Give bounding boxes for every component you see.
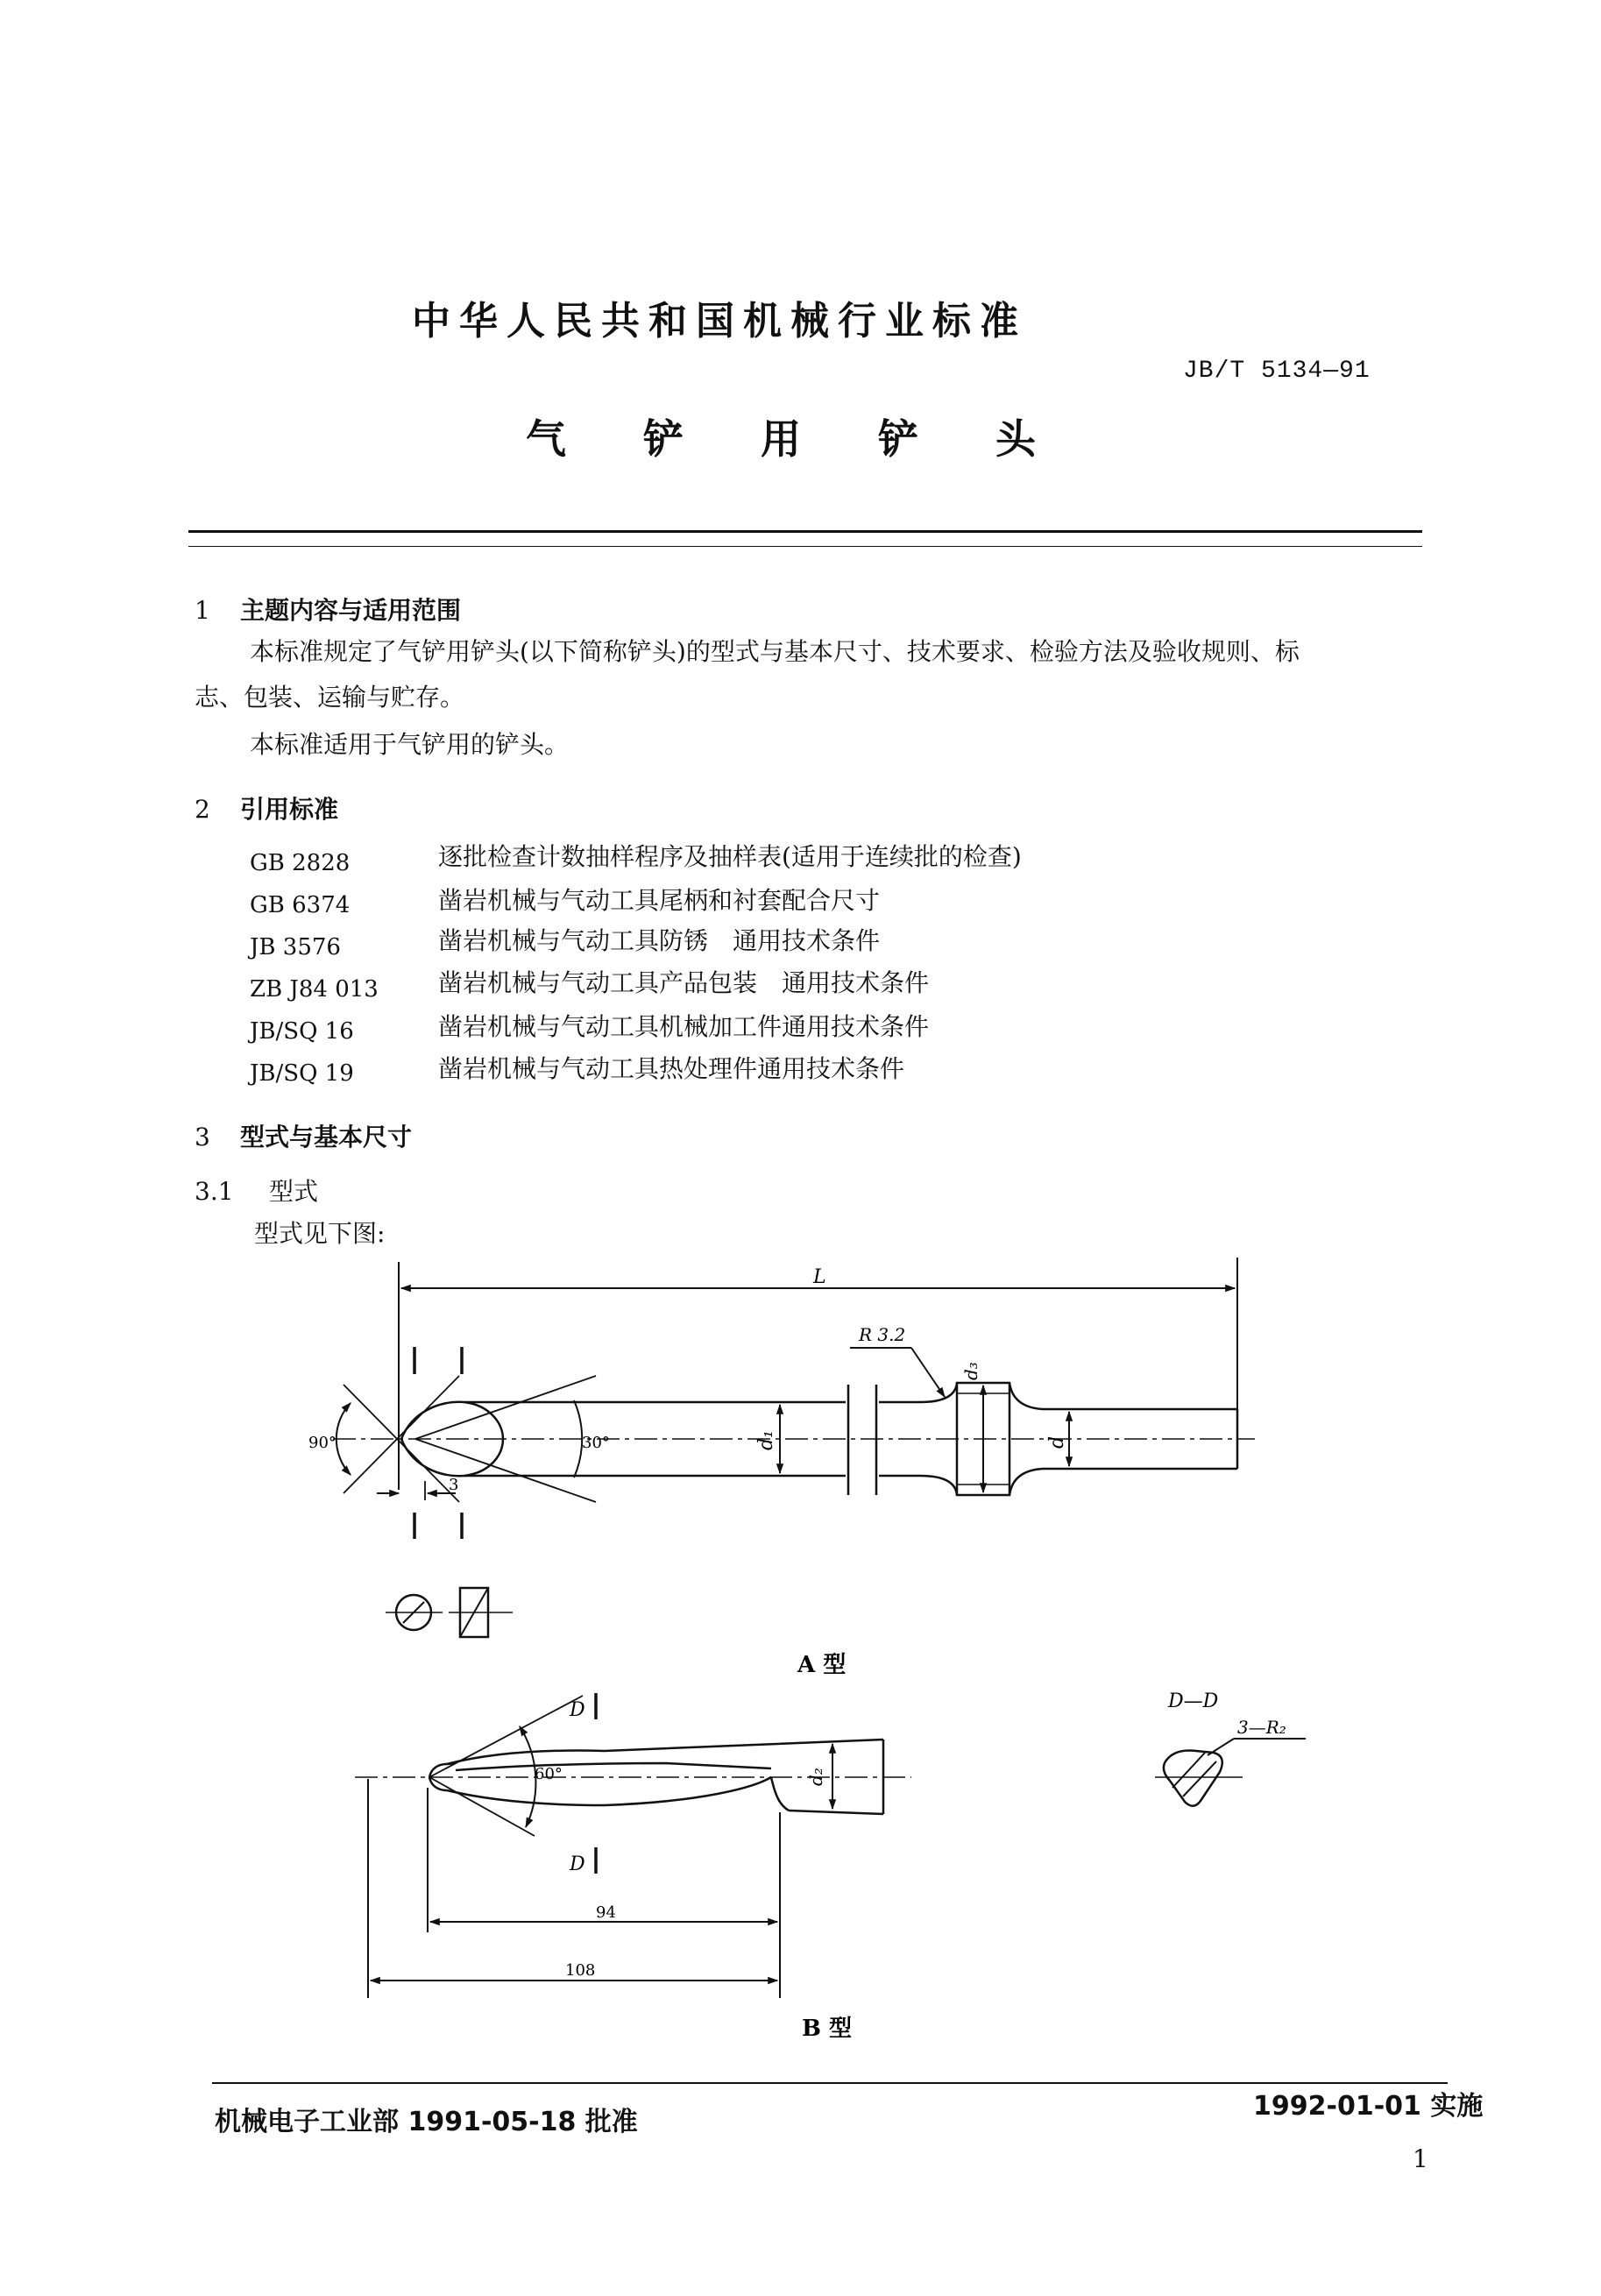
type-b-drawing (355, 1693, 1306, 1998)
dim-R32-label: R 3.2 (859, 1324, 906, 1345)
section-1-para1-line2: 志、包装、运输与贮存。 (195, 683, 465, 712)
section-3-1-title: 型式 (269, 1177, 319, 1206)
type-b-lower-cut (771, 1777, 789, 1811)
dim-30-label: 30° (582, 1434, 610, 1452)
dim-d2-label: d₂ (805, 1768, 826, 1786)
type-b-label: B 型 (802, 2016, 853, 2042)
dim-108-label: 108 (565, 1961, 596, 1980)
section-2-number: 2 (195, 795, 210, 824)
collar-right-fillet (1009, 1383, 1043, 1409)
type-a-label: A 型 (797, 1652, 847, 1678)
section-3-1-number: 3.1 (195, 1177, 234, 1206)
standard-number: JB/T 5134—91 (1183, 358, 1371, 385)
section-1-title: 主题内容与适用范围 (240, 596, 462, 625)
dim-d1-label: d₁ (755, 1430, 777, 1450)
standard-org-title: 中华人民共和国机械行业标准 (412, 299, 1027, 344)
reference-code: GB 6374 (250, 892, 351, 918)
section-3-number: 3 (195, 1123, 210, 1152)
dim-3-label: 3 (449, 1476, 459, 1494)
section-2-title: 引用标准 (240, 795, 339, 824)
effective-date: 1992-01-01 实施 (1253, 2091, 1484, 2122)
reference-title: 凿岩机械与气动工具机械加工件通用技术条件 (438, 1012, 930, 1041)
dim-R32-leader (911, 1348, 945, 1397)
section-mark-D-label: D (570, 1853, 585, 1875)
document-title: 气 铲 用 铲 头 (526, 415, 1068, 463)
reference-title: 凿岩机械与气动工具热处理件通用技术条件 (438, 1054, 905, 1083)
reference-code: JB 3576 (250, 934, 341, 960)
section-1-para1-line1: 本标准规定了气铲用铲头(以下简称铲头)的型式与基本尺寸、技术要求、检验方法及验收规则、标 (250, 637, 1300, 666)
section-3-1-text: 型式见下图: (254, 1219, 386, 1248)
type-b-lower-edge (789, 1811, 883, 1814)
section-DD-hatch (1183, 1761, 1216, 1796)
dim-d3-label: d₃ (960, 1362, 981, 1380)
angle-guide (344, 1376, 459, 1493)
angle-guide-b (429, 1777, 535, 1836)
section-DD-hatch (1172, 1753, 1205, 1788)
collar-left-fillet (920, 1383, 957, 1402)
section-1-para2: 本标准适用于气铲用的铲头。 (250, 730, 570, 759)
section-3-title: 型式与基本尺寸 (240, 1123, 413, 1152)
type-a-drawing (333, 1258, 1255, 1637)
dim-60-label: 60° (535, 1765, 563, 1783)
dim-3R2-leader (1208, 1739, 1234, 1755)
dim-94-label: 94 (596, 1903, 616, 1922)
angle-guide (344, 1385, 459, 1502)
dim-L-label: L (813, 1266, 826, 1288)
reference-title: 凿岩机械与气动工具防锈 通用技术条件 (438, 926, 881, 955)
type-b-upper-profile (447, 1740, 883, 1764)
reference-title: 凿岩机械与气动工具产品包装 通用技术条件 (438, 968, 930, 997)
reference-title: 凿岩机械与气动工具尾柄和衬套配合尺寸 (438, 886, 881, 915)
reference-code: ZB J84 013 (250, 976, 379, 1003)
section-DD-label: D—D (1168, 1690, 1219, 1712)
section-DD-shape (1164, 1751, 1222, 1806)
dim-d-label: d (1046, 1435, 1068, 1449)
section-mark-D-label: D (570, 1699, 585, 1721)
approval-line: 机械电子工业部 1991-05-18 批准 (215, 2107, 638, 2137)
reference-code: JB/SQ 19 (250, 1060, 354, 1087)
reference-code: JB/SQ 16 (250, 1018, 354, 1045)
collar-right-fillet (1009, 1469, 1043, 1495)
collar-left-fillet (920, 1476, 957, 1495)
taper-guide (415, 1376, 596, 1439)
reference-code: GB 2828 (250, 850, 351, 876)
dim-3R2-label: 3—R₂ (1237, 1717, 1286, 1738)
type-b-upper-ridge (456, 1763, 771, 1770)
reference-title: 逐批检查计数抽样程序及抽样表(适用于连续批的检查) (438, 842, 1022, 871)
page-number: 1 (1413, 2144, 1428, 2173)
dim-90-label: 90° (308, 1434, 336, 1452)
section-1-number: 1 (195, 596, 210, 625)
type-b-lower-profile (447, 1777, 771, 1805)
